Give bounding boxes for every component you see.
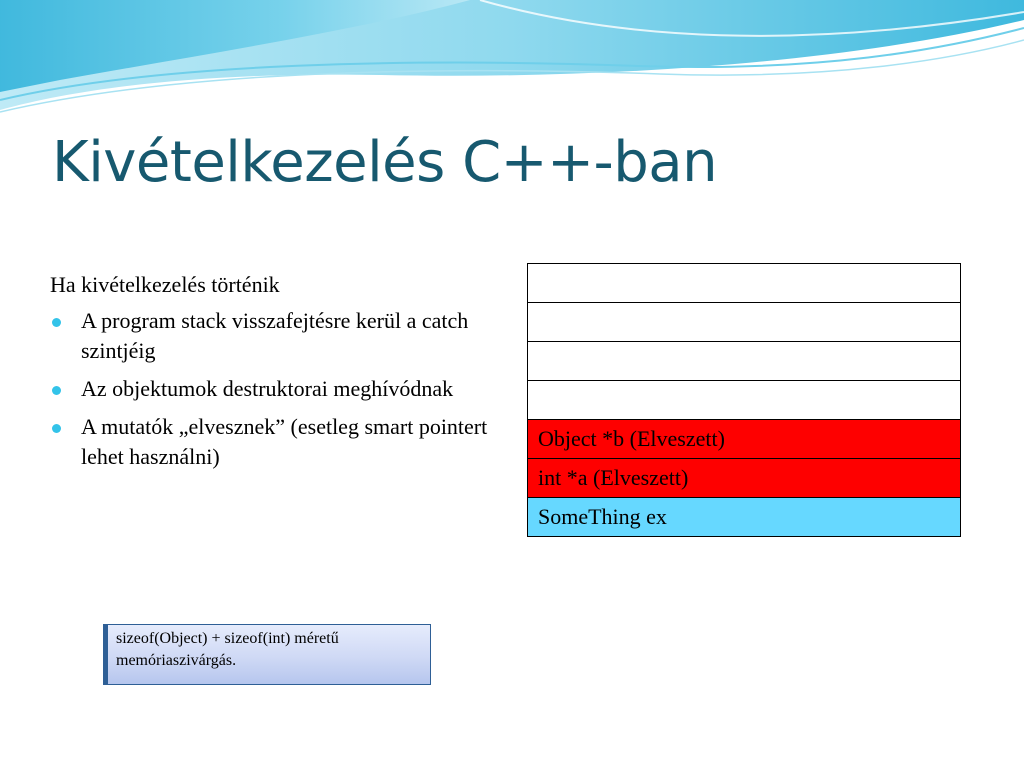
bullet-item [50, 412, 490, 472]
stack-row [528, 303, 961, 342]
stack-cell-empty [528, 303, 961, 342]
stack-cell-lost-object: Object *b (Elveszett) [528, 420, 961, 459]
bullet-text: A mutatók „elvesznek” (esetleg smart pointert lehet használni) [81, 414, 488, 469]
stack-row [528, 498, 961, 537]
stack-cell-empty [528, 342, 961, 381]
call-stack-table [527, 263, 961, 537]
bullet-dot-icon [52, 386, 61, 395]
stack-row [528, 264, 961, 303]
stack-row [528, 342, 961, 381]
bullet-dot-icon [52, 318, 61, 327]
stack-cell-exception: SomeThing ex [528, 498, 961, 537]
bullet-text: A program stack visszafejtésre kerül a catch szintjéig [81, 308, 469, 363]
bullet-list [50, 306, 490, 472]
bullet-dot-icon [52, 424, 61, 433]
stack-cell-empty [528, 264, 961, 303]
stack-row [528, 381, 961, 420]
stack-row [528, 459, 961, 498]
bullet-item [50, 306, 490, 366]
stack-cell-empty [528, 381, 961, 420]
bullet-text: Az objektumok destruktorai meghívódnak [81, 376, 454, 401]
header-wave-decoration [0, 0, 1024, 130]
memory-leak-note: sizeof(Object) + sizeof(int) méretű memóriaszivárgás. [103, 624, 431, 685]
stack-cell-lost-int: int *a (Elveszett) [528, 459, 961, 498]
slide-body [50, 270, 490, 480]
slide-title: Kivételkezelés C++-ban [52, 130, 718, 195]
bullet-item [50, 374, 490, 404]
intro-text: Ha kivételkezelés történik [50, 272, 280, 297]
stack-row [528, 420, 961, 459]
